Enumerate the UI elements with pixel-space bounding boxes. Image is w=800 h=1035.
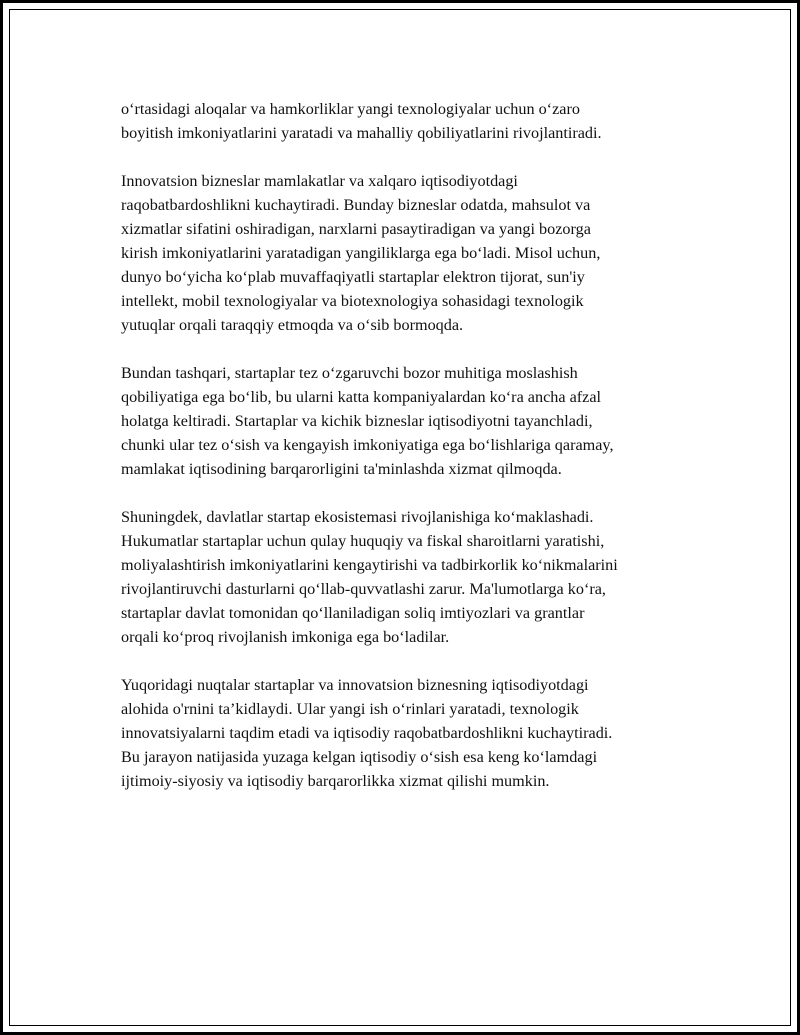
text-line: rivojlantiruvchi dasturlarni qo‘llab-quvvatlashi zarur. Ma'lumotlarga ko‘ra, (121, 580, 606, 598)
text-line: dunyo bo‘yicha ko‘plab muvaffaqiyatli startaplar elektron tijorat, sun'iy (121, 268, 585, 286)
text-line: Bu jarayon natijasida yuzaga kelgan iqtisodiy o‘sish esa keng ko‘lamdagi (121, 748, 598, 766)
text-line: innovatsiyalarni taqdim etadi va iqtisodiy raqobatbardoshlikni kuchaytiradi. (121, 724, 613, 742)
paragraph-1 (121, 97, 691, 145)
paragraph-5 (121, 673, 691, 793)
text-line: moliyalashtirish imkoniyatlarini kengaytirishi va tadbirkorlik ko‘nikmalarini (121, 556, 618, 574)
text-line: xizmatlar sifatini oshiradigan, narxlarni pasaytiradigan va yangi bozorga (121, 220, 591, 238)
text-line: startaplar davlat tomonidan qo‘llaniladigan soliq imtiyozlari va grantlar (121, 604, 585, 622)
text-line: alohida o'rnini ta’kidlaydi. Ular yangi ish o‘rinlari yaratadi, texnologik (121, 700, 579, 718)
paragraph-2 (121, 169, 691, 337)
text-line: intellekt, mobil texnologiyalar va biotexnologiya sohasidagi texnologik (121, 292, 584, 310)
text-line: qobiliyatiga ega bo‘lib, bu ularni katta kompaniyalardan ko‘ra ancha afzal (121, 388, 602, 406)
text-line: Shuningdek, davlatlar startap ekosistemasi rivojlanishiga ko‘maklashadi. (121, 508, 594, 526)
document-body (121, 97, 691, 817)
text-line: orqali ko‘proq rivojlanish imkoniga ega bo‘ladilar. (121, 628, 450, 646)
text-line: ijtimoiy-siyosiy va iqtisodiy barqarorlikka xizmat qilishi mumkin. (121, 772, 550, 790)
text-line: chunki ular tez o‘sish va kengayish imkoniyatiga ega bo‘lishlariga qaramay, (121, 436, 614, 454)
text-line: holatga keltiradi. Startaplar va kichik bizneslar iqtisodiyotni tayanchladi, (121, 412, 593, 430)
text-line: Hukumatlar startaplar uchun qulay huquqiy va fiskal sharoitlarni yaratishi, (121, 532, 605, 550)
text-line: yutuqlar orqali taraqqiy etmoqda va o‘sib bormoqda. (121, 316, 464, 334)
text-line: Innovatsion bizneslar mamlakatlar va xalqaro iqtisodiyotdagi (121, 172, 518, 190)
text-line: mamlakat iqtisodining barqarorligini ta'minlashda xizmat qilmoqda. (121, 460, 562, 478)
text-line: Bundan tashqari, startaplar tez o‘zgaruvchi bozor muhitiga moslashish (121, 364, 578, 382)
text-line: raqobatbardoshlikni kuchaytiradi. Bunday bizneslar odatda, mahsulot va (121, 196, 591, 214)
text-line: Yuqoridagi nuqtalar startaplar va innovatsion biznesning iqtisodiyotdagi (121, 676, 589, 694)
text-line: o‘rtasidagi aloqalar va hamkorliklar yangi texnologiyalar uchun o‘zaro (121, 100, 580, 118)
text-line: boyitish imkoniyatlarini yaratadi va mahalliy qobiliyatlarini rivojlantiradi. (121, 124, 602, 142)
text-line: kirish imkoniyatlarini yaratadigan yangiliklarga ega bo‘ladi. Misol uchun, (121, 244, 601, 262)
paragraph-3 (121, 361, 691, 481)
paragraph-4 (121, 505, 691, 649)
